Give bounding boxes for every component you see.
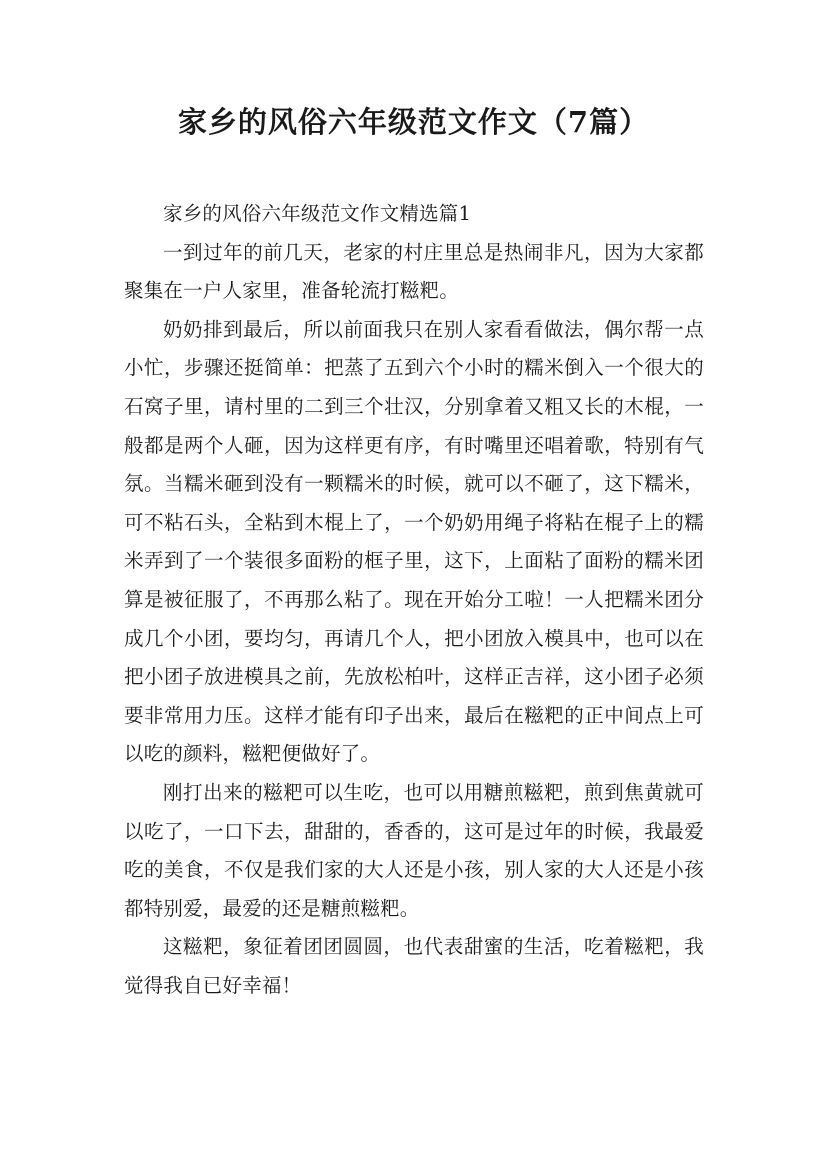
paragraph-1: 一到过年的前几天，老家的村庄里总是热闹非凡，因为大家都聚集在一户人家里，准备轮流打糍粑。 [124, 240, 704, 303]
section-heading: 家乡的风俗六年级范文作文精选篇1 [163, 202, 472, 225]
document-title: 家乡的风俗六年级范文作文（7篇） [177, 105, 650, 139]
document-body [124, 195, 704, 1005]
paragraph-4: 这糍粑，象征着团团圆圆，也代表甜蜜的生活，吃着糍粑，我觉得我自已好幸福！ [124, 935, 704, 997]
paragraph-3: 刚打出来的糍粑可以生吃，也可以用糖煎糍粑，煎到焦黄就可以吃了，一口下去，甜甜的，香香的，这可是过年的时候，我最爱吃的美食，不仅是我们家的大人还是小孩，别人家的大人还是小孩都特别爱，最爱的还是糖煎糍粑。 [124, 780, 704, 920]
paragraph-2: 奶奶排到最后，所以前面我只在别人家看看做法，偶尔帮一点小忙，步骤还挺简单：把蒸了五到六个小时的糯米倒入一个很大的石窝子里，请村里的二到三个壮汉，分别拿着又粗又长的木棍，一般都是两个人砸，因为这样更有序，有时嘴里还唱着歌，特别有气氛。当糯米砸到没有一颗糯米的时候，就可以不砸了，这下糯米，可不粘石头，全粘到木棍上了，一个奶奶用绳子将粘在棍子上的糯米弄到了一个装很多面粉的框子里，这下，上面粘了面粉的糯米团算是被征服了，不再那么粘了。现在开始分工啦！一人把糯米团分成几个小团，要均匀，再请几个人，把小团放入模具中，也可以在把小团子放进模具之前，先放松柏叶，这样正吉祥，这小团子必须要非常用力压。这样才能有印子出来，最后在糍粑的正中间点上可以吃的颜料，糍粑便做好了。 [124, 317, 704, 766]
